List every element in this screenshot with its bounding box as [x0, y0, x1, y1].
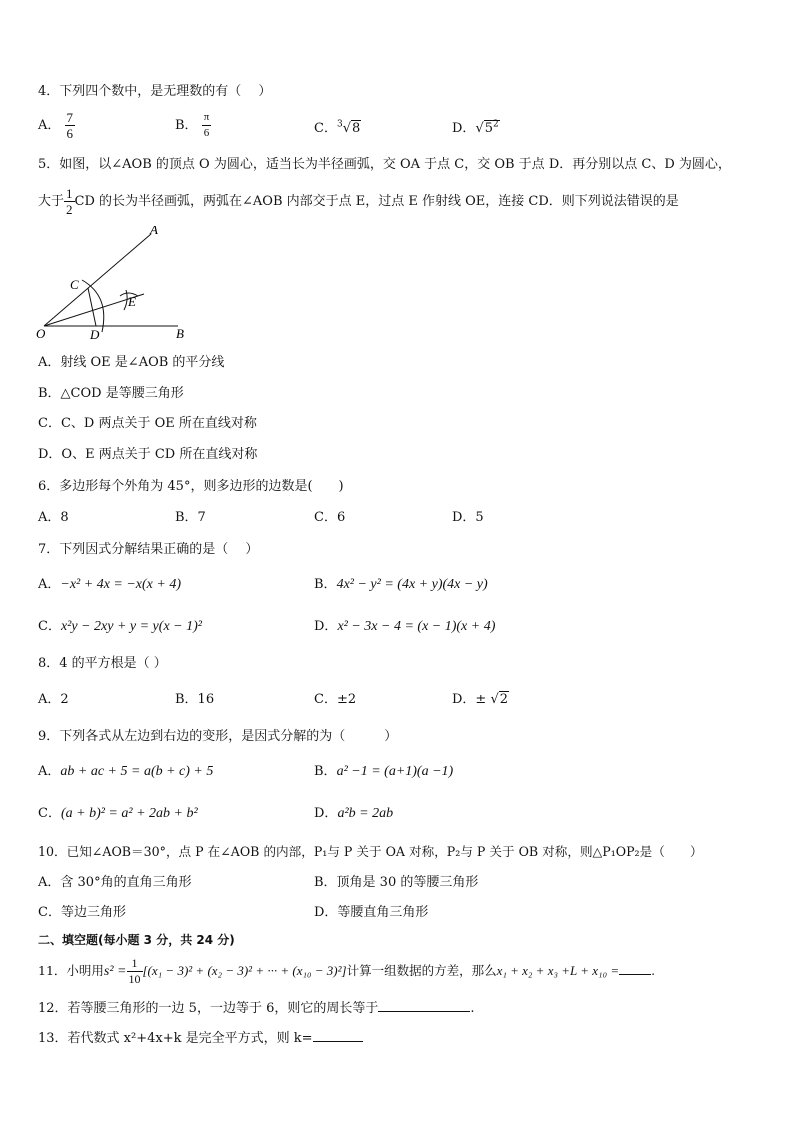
- q11-body: [(x₁ − 3)² + (x₂ − 3)² + ··· + (x₁₀ − 3)²]: [142, 963, 347, 978]
- q4-d-radicand: 5: [484, 121, 494, 136]
- q11: [38, 956, 655, 987]
- q5-line2-pre: 大于: [38, 194, 65, 209]
- q6-option-c: C．6: [314, 510, 346, 525]
- q4-a-numerator: 7: [66, 110, 74, 125]
- q10-option-a: A．含 30°角的直角三角形: [38, 875, 192, 890]
- q7-stem: 7．下列因式分解结果正确的是（ ）: [38, 542, 259, 557]
- q11-s2: s² =: [103, 964, 127, 979]
- q9-option-c: [38, 806, 198, 822]
- q11-fraction: [127, 956, 143, 987]
- q9-a-expr: ab + ac + 5 = a(b + c) + 5: [60, 764, 214, 779]
- q4-b-label: B．: [175, 118, 198, 133]
- q9-d-label: D．: [314, 806, 338, 821]
- q6-option-b: B．7: [175, 510, 206, 525]
- q8-option-a: A．2: [38, 692, 69, 707]
- q10-option-c: C．等边三角形: [38, 905, 126, 920]
- q5-option-a: A．射线 OE 是∠AOB 的平分线: [38, 355, 225, 370]
- label-b: B: [176, 326, 184, 341]
- q6-stem: 6．多边形每个外角为 45°，则多边形的边数是( ): [38, 479, 344, 494]
- q7-option-c: [38, 619, 202, 635]
- q10-option-d: D．等腰直角三角形: [314, 905, 429, 920]
- q4-a-denominator: 6: [66, 126, 74, 141]
- q8-option-c: C．±2: [314, 692, 357, 707]
- q9-b-expr: a² −1 = (a+1)(a −1): [336, 764, 454, 779]
- q5-line2: [38, 186, 679, 217]
- q12: [38, 1001, 475, 1017]
- q4-b-denominator: 6: [203, 127, 210, 139]
- q7-option-a: [38, 577, 181, 593]
- radical-sign-icon: √: [490, 692, 499, 707]
- q7-a-label: A．: [38, 577, 61, 592]
- q13: [38, 1031, 363, 1047]
- q8-d-label: D．±: [452, 692, 487, 707]
- q4-a-label: A．: [38, 118, 61, 133]
- q4-stem: 4．下列四个数中，是无理数的有（ ）: [38, 84, 272, 99]
- q5-half: [64, 186, 75, 217]
- q9-option-d: [314, 806, 393, 822]
- q4-option-c: [314, 121, 361, 137]
- q12-answer-blank[interactable]: [378, 1011, 470, 1012]
- label-e: E: [128, 294, 136, 309]
- q13-answer-blank[interactable]: [313, 1041, 363, 1042]
- q7-d-label: D．: [314, 619, 338, 634]
- q6-option-a: A．8: [38, 510, 69, 525]
- q5-line2-post: CD 的长为半径画弧，两弧在∠AOB 内部交于点 E，过点 E 作射线 OE，连接 CD．则下列说法错误的是: [74, 194, 679, 209]
- label-d: D: [90, 327, 100, 342]
- q11-frac-num: 1: [127, 956, 143, 972]
- q5-option-b: B．△COD 是等腰三角形: [38, 386, 184, 401]
- q12-text: 12．若等腰三角形的一边 5，一边等于 6，则它的周长等于: [38, 1001, 379, 1016]
- q5-option-d: D．O、E 两点关于 CD 所在直线对称: [38, 447, 258, 462]
- ray-oa: [44, 234, 151, 326]
- q7-b-expr: 4x² − y² = (4x + y)(4x − y): [336, 577, 488, 592]
- radical-sign-icon: √: [475, 121, 484, 136]
- q4-c-label: C．: [314, 121, 337, 136]
- q5-half-den: 2: [66, 202, 73, 217]
- q9-b-label: B．: [314, 764, 337, 779]
- q5-angle-figure: [36, 226, 196, 344]
- q12-end: .: [470, 1001, 475, 1016]
- q10-stem: 10．已知∠AOB＝30°，点 P 在∠AOB 的内部，P₁与 P 关于 OA 对称，P₂与 P 关于 OB 对称，则△P₁OP₂是（ ）: [38, 844, 703, 859]
- section-2-heading: 二、填空题(每小题 3 分，共 24 分): [38, 933, 235, 947]
- q11-end: .: [651, 963, 656, 978]
- q8-option-b: B．16: [175, 692, 215, 707]
- q7-b-label: B．: [314, 577, 337, 592]
- q9-d-expr: a²b = 2ab: [337, 806, 394, 821]
- q4-option-a: [38, 110, 75, 141]
- segment-cd: [88, 288, 96, 326]
- q4-option-d: [452, 121, 500, 137]
- q11-frac-den: 10: [128, 972, 141, 986]
- q11-answer-blank[interactable]: [619, 974, 651, 975]
- q5-line1: 5．如图，以∠AOB 的顶点 O 为圆心，适当长为半径画弧，交 OA 于点 C，交 OB 于点 D．再分别以点 C、D 为圆心，: [38, 157, 731, 172]
- q9-option-b: [314, 764, 453, 780]
- q9-option-a: [38, 764, 213, 780]
- q7-option-d: [314, 619, 495, 635]
- radical-sign-icon: √: [342, 121, 351, 136]
- q9-c-expr: (a + b)² = a² + 2ab + b²: [60, 806, 198, 821]
- q6-option-d: D．5: [452, 510, 484, 525]
- q5-option-c: C．C、D 两点关于 OE 所在直线对称: [38, 416, 257, 431]
- q7-c-expr: x²y − 2xy + y = y(x − 1)²: [60, 619, 202, 634]
- q9-c-label: C．: [38, 806, 61, 821]
- label-a: A: [150, 226, 158, 237]
- q4-option-b: [175, 110, 211, 141]
- q7-c-label: C．: [38, 619, 61, 634]
- q4-a-fraction: [65, 110, 76, 141]
- q11-sum: x₁ + x₂ + x₃ +L + x₁₀ =: [496, 963, 620, 978]
- q10-option-b: B．顶角是 30 的等腰三角形: [314, 875, 479, 890]
- q8-option-d: [452, 692, 509, 708]
- q11-mid: 计算一组数据的方差，那么: [346, 963, 497, 978]
- label-c: C: [70, 277, 79, 292]
- q7-d-expr: x² − 3x − 4 = (x − 1)(x + 4): [337, 619, 496, 634]
- q4-d-label: D．: [452, 121, 476, 136]
- q8-stem: 8．4 的平方根是（ ）: [38, 656, 167, 671]
- q4-c-radicand: 8: [351, 121, 361, 136]
- q8-d-radicand: 2: [499, 692, 509, 707]
- q7-a-expr: −x² + 4x = −x(x + 4): [60, 577, 182, 592]
- q4-c-index: 3: [336, 119, 343, 130]
- q4-b-numerator: π: [202, 110, 212, 126]
- q11-pre: 11．小明用: [38, 963, 104, 978]
- q9-stem: 9．下列各式从左边到右边的变形，是因式分解的为（ ）: [38, 729, 398, 744]
- q13-text: 13．若代数式 x²+4x+k 是完全平方式，则 k=: [38, 1031, 313, 1046]
- q4-d-exponent: 2: [493, 119, 499, 130]
- arc-cd: [82, 280, 104, 332]
- label-o: O: [36, 326, 46, 341]
- q4-b-fraction: [202, 110, 212, 141]
- q5-half-num: 1: [66, 186, 73, 201]
- q7-option-b: [314, 577, 488, 593]
- q9-a-label: A．: [38, 764, 61, 779]
